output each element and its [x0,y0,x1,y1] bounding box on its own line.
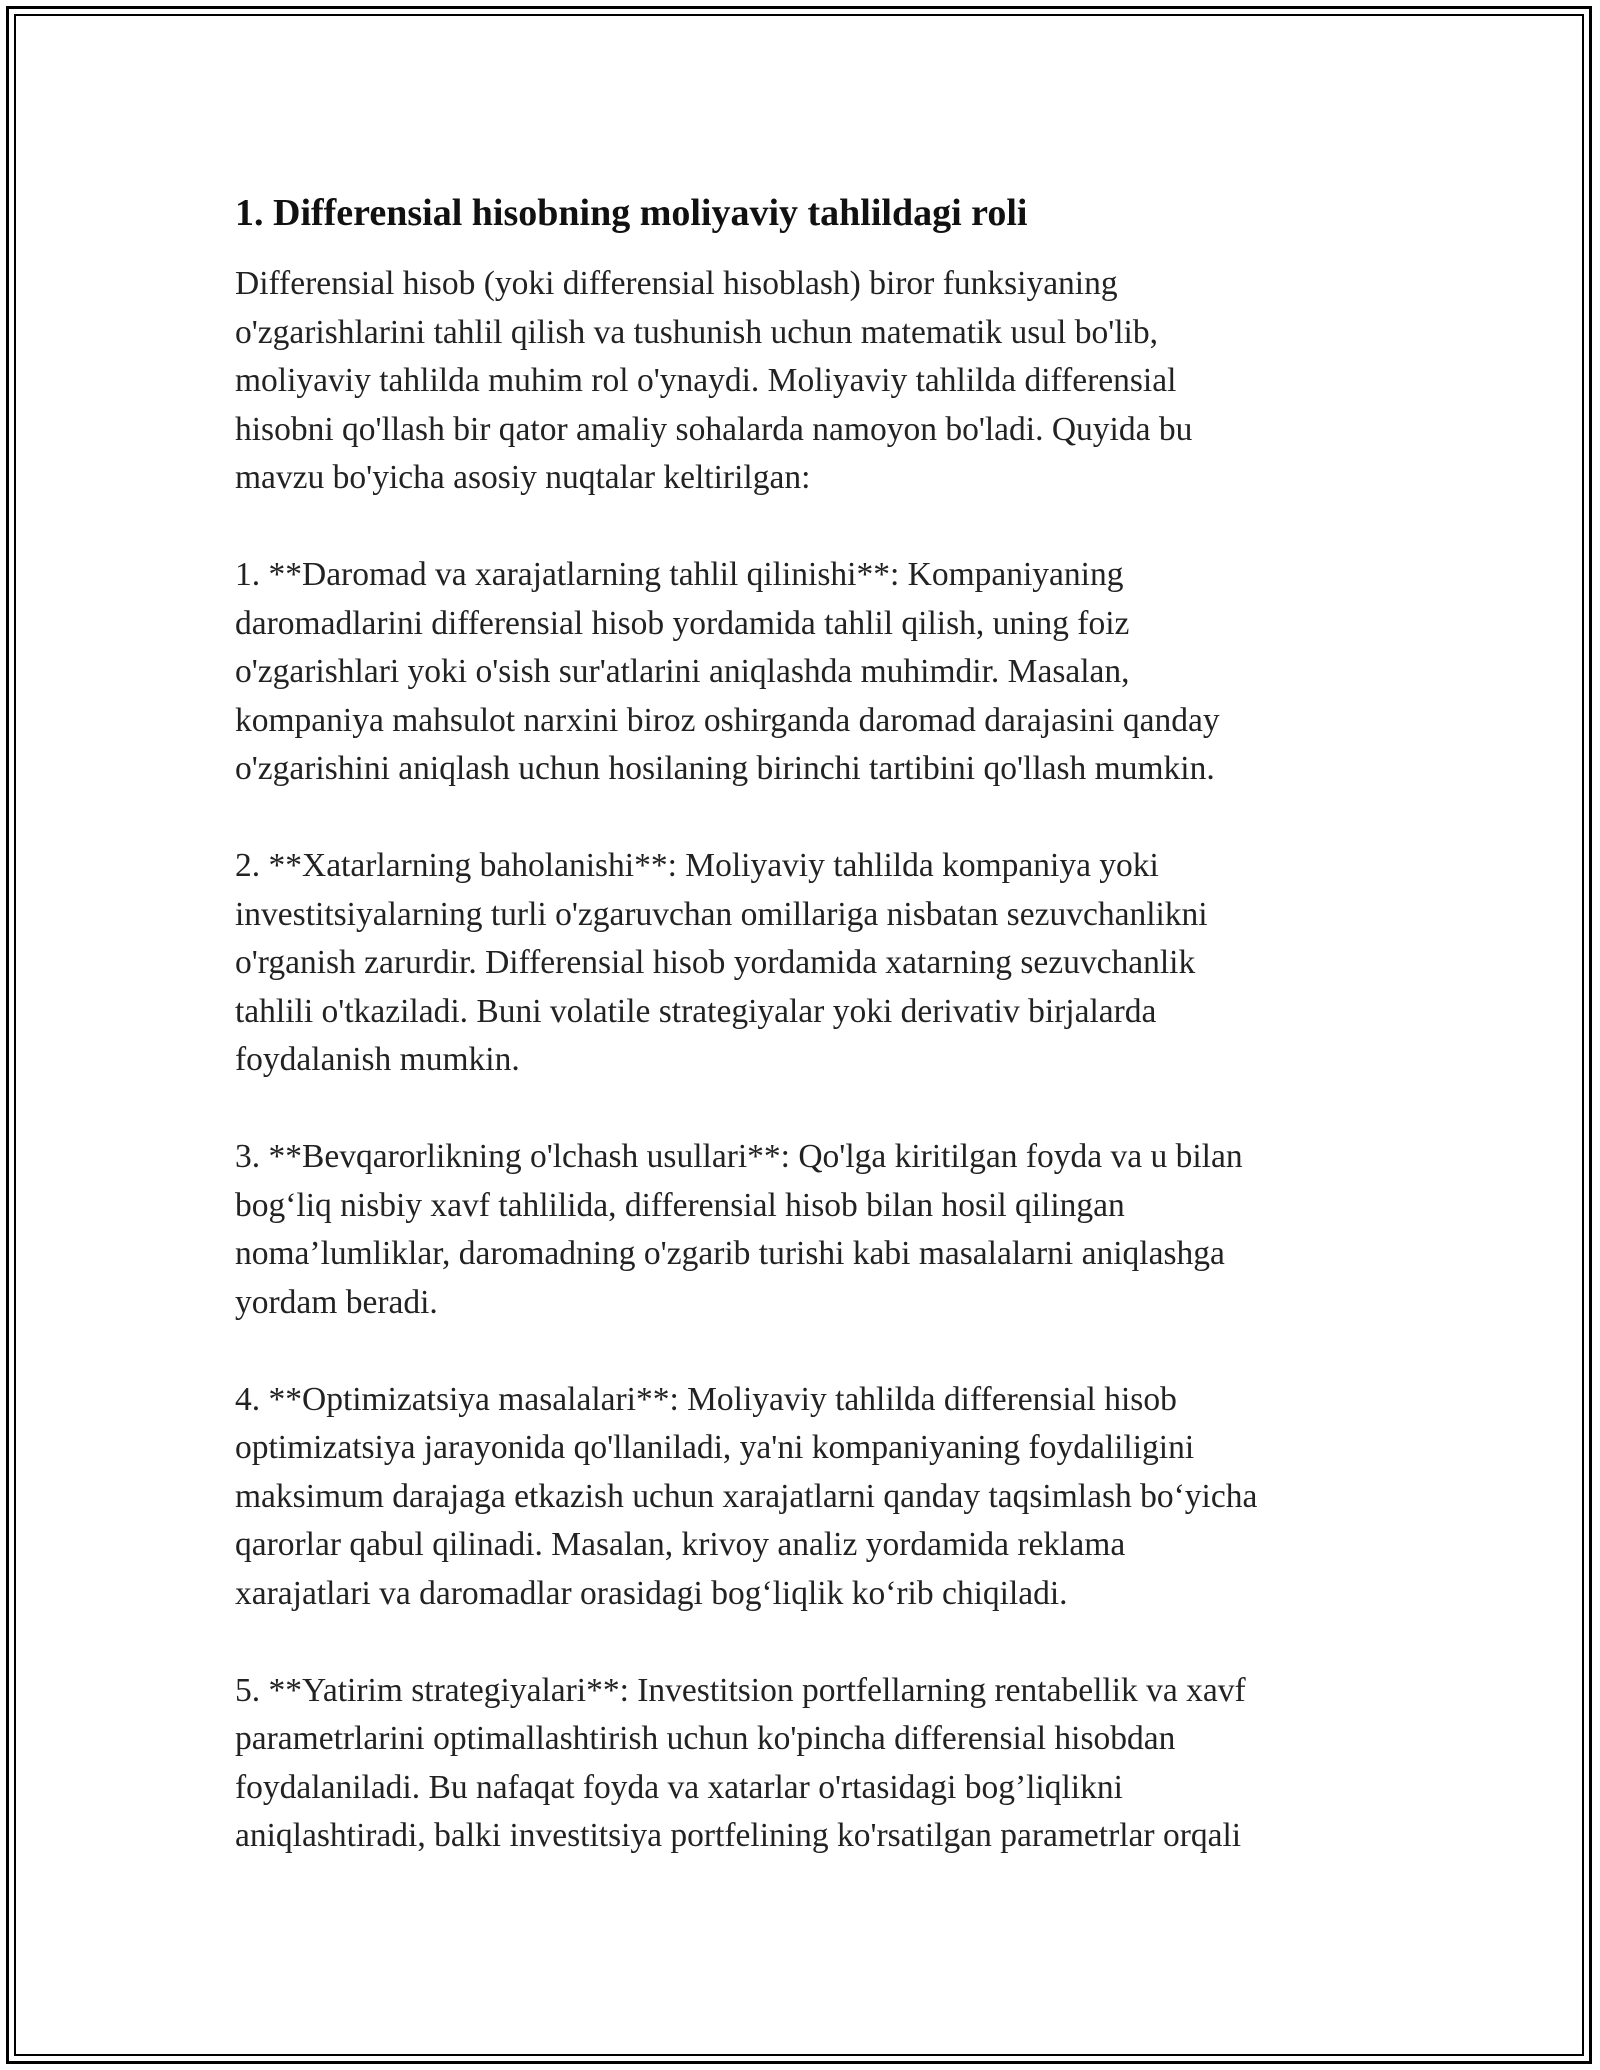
point-4-paragraph: 4. **Optimizatsiya masalalari**: Moliyaviy tahlilda differensial hisob optimizatsiya jarayonida qo'llaniladi, ya'ni kompaniyaning foydaliligini maksimum darajaga etkazish uchun xarajatlarni qanday taqsimlash bo‘yicha qarorlar qabul qilinadi. Masalan, krivoy analiz yordamida reklama xarajatlari va daromadlar orasidagi bog‘liqlik ko‘rib chiqiladi. [235,1380,1258,1612]
intro-paragraph: Differensial hisob (yoki differensial hisoblash) biror funksiyaning o'zgarishlarini tahlil qilish va tushunish uchun matematik usul bo'lib, moliyaviy tahlilda muhim rol o'ynaydi. Moliyaviy tahlilda differensial hisobni qo'llash bir qator amaliy sohalarda namoyon bo'ladi. Quyida bu mavzu bo'yicha asosiy nuqtalar keltirilgan: [235,265,1193,496]
document-title: 1. Differensial hisobning moliyaviy tahlildagi roli [235,192,1028,234]
point-1-paragraph: 1. **Daromad va xarajatlarning tahlil qilinishi**: Kompaniyaning daromadlarini differensial hisob yordamida tahlil qilish, uning foiz o'zgarishlari yoki o'sish sur'atlarini aniqlashda muhimdir. Masalan, kompaniya mahsulot narxini biroz oshirganda daromad darajasini qanday o'zgarishini aniqlash uchun hosilaning birinchi tartibini qo'llash mumkin. [235,556,1220,787]
point-2-paragraph: 2. **Xatarlarning baholanishi**: Moliyaviy tahlilda kompaniya yoki investitsiyalarning turli o'zgaruvchan omillariga nisbatan sezuvchanlikni o'rganish zarurdir. Differensial hisob yordamida xatarning sezuvchanlik tahlili o'tkaziladi. Buni volatile strategiyalar yoki derivativ birjalarda foydalanish mumkin. [235,847,1208,1078]
point-5-paragraph: 5. **Yatirim strategiyalari**: Investitsion portfellarning rentabellik va xavf parametrlarini optimallashtirish uchun ko'pincha differensial hisobdan foydalaniladi. Bu nafaqat foyda va xatarlar o'rtasidagi bog’liqlikni aniqlashtiradi, balki investitsiya portfelining ko'rsatilgan parametrlar orqali [235,1671,1246,1854]
document-page [235,188,1380,1861]
point-3-paragraph: 3. **Bevqarorlikning o'lchash usullari**: Qo'lga kiritilgan foyda va u bilan bog‘liq nisbiy xavf tahlilida, differensial hisob bilan hosil qilingan noma’lumliklar, daromadning o'zgarib turishi kabi masalalarni aniqlashga yordam beradi. [235,1138,1243,1321]
